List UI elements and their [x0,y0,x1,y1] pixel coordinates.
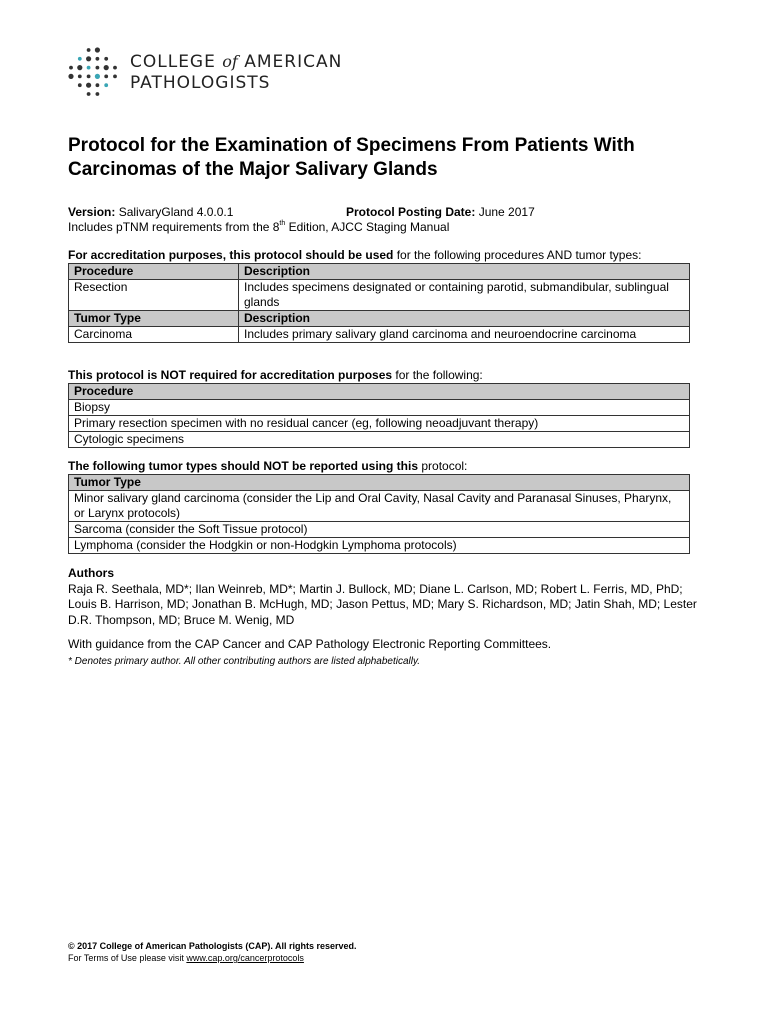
not-required-table [68,383,690,448]
table-header-cell: Description [239,264,690,280]
table-header-cell: Tumor Type [69,311,239,327]
table-header-row [69,475,690,491]
logo-dot [104,65,109,70]
logo-dot [86,83,91,88]
logo-dot [96,92,100,96]
primary-author-footnote: * Denotes primary author. All other contributing authors are listed alphabetically. [68,656,421,667]
logo-line-2: PATHOLOGISTS [130,73,271,93]
logo-dot [78,57,82,61]
logo-dot [104,75,108,79]
accreditation-section [68,248,691,343]
logo-dot [87,48,91,52]
ptnm-note: Includes pTNM requirements from the 8th Edition, AJCC Staging Manual [68,220,450,234]
version-label: Version: [68,205,116,219]
table-header-cell: Description [239,311,690,327]
logo-dot [104,57,108,61]
not-required-heading: This protocol is NOT required for accreditation purposes for the following: [68,368,483,382]
accreditation-heading: For accreditation purposes, this protocol should be used for the following procedures AND tumor types: [68,248,642,262]
logo-dot [86,56,91,61]
table-cell: Includes specimens designated or containing parotid, submandibular, sublingual glands [239,280,690,311]
version-block [68,205,708,235]
table-header-row [69,384,690,400]
logo-dot [95,47,100,52]
logo-dot [95,74,100,79]
authors-heading: Authors [68,566,114,580]
table-cell: Lymphoma (consider the Hodgkin or non-Hodgkin Lymphoma protocols) [69,538,690,554]
table-header-cell: Procedure [69,264,239,280]
authors-section [68,566,708,628]
table-row [69,327,690,343]
terms-of-use: For Terms of Use please visit www.cap.org/cancerprotocols [68,953,304,963]
table-header-row [69,311,690,327]
table-cell: Biopsy [69,400,690,416]
footer [68,940,708,964]
table-cell: Resection [69,280,239,311]
table-row [69,416,690,432]
not-required-section [68,368,691,448]
table-cell: Cytologic specimens [69,432,690,448]
table-cell: Sarcoma (consider the Soft Tissue protocol) [69,522,690,538]
logo-dot [96,83,100,87]
accreditation-table [68,263,690,343]
logo-dot [77,65,82,70]
logo-dot [113,75,117,79]
not-reported-heading: The following tumor types should NOT be reported using this protocol: [68,459,468,473]
table-cell: Carcinoma [69,327,239,343]
guidance-text: With guidance from the CAP Cancer and CAP Pathology Electronic Reporting Committees. [68,637,552,651]
cap-logo-text [130,51,342,94]
version-value: SalivaryGland 4.0.0.1 [118,205,234,219]
table-header-cell: Tumor Type [69,475,690,491]
logo-dot [96,66,100,70]
table-cell: Includes primary salivary gland carcinoma and neuroendocrine carcinoma [239,327,690,343]
logo-dot [87,66,91,70]
table-row [69,400,690,416]
table-row [69,280,690,311]
not-reported-table [68,474,690,554]
table-row [69,491,690,522]
logo-line-1: COLLEGE of AMERICAN [130,52,343,72]
document-title: Protocol for the Examination of Specimens From Patients With Carcinomas of the Major Salivary Glands [68,135,635,180]
logo-dot [68,74,73,79]
logo-dot [104,83,108,87]
table-cell: Primary resection specimen with no residual cancer (eg, following neoadjuvant therapy) [69,416,690,432]
logo-dot [78,83,82,87]
logo-dot [69,66,73,70]
cap-logo-dots-icon [66,45,120,99]
logo-dot [113,66,117,70]
posting-date-value: June 2017 [478,205,535,219]
cancer-protocols-link[interactable]: www.cap.org/cancerprotocols [186,953,304,963]
table-header-cell: Procedure [69,384,690,400]
posting-date-label: Protocol Posting Date: [346,205,476,219]
table-cell: Minor salivary gland carcinoma (consider the Lip and Oral Cavity, Nasal Cavity and Paranasal Sinuses, Pharynx, or Larynx protocols) [69,491,690,522]
not-reported-section [68,459,691,554]
table-row [69,522,690,538]
logo-dot [96,57,100,61]
authors-list: Raja R. Seethala, MD*; Ilan Weinreb, MD*; Martin J. Bullock, MD; Diane L. Carlson, MD; Robert L. Ferris, MD, PhD; Louis B. Harrison, MD; Jonathan B. McHugh, MD; Jason Pettus, MD; Mary S. Richardson, MD; Jatin Shah, MD; Lester D.R. Thompson, MD; Bruce M. Wenig, MD [68,581,697,627]
logo-dot [78,75,82,79]
copyright: © 2017 College of American Pathologists (CAP). All rights reserved. [68,941,357,951]
cap-logo [66,45,342,99]
table-header-row [69,264,690,280]
logo-dot [87,92,91,96]
table-row [69,538,690,554]
version-row [68,205,708,220]
logo-dot [87,75,91,79]
table-row [69,432,690,448]
